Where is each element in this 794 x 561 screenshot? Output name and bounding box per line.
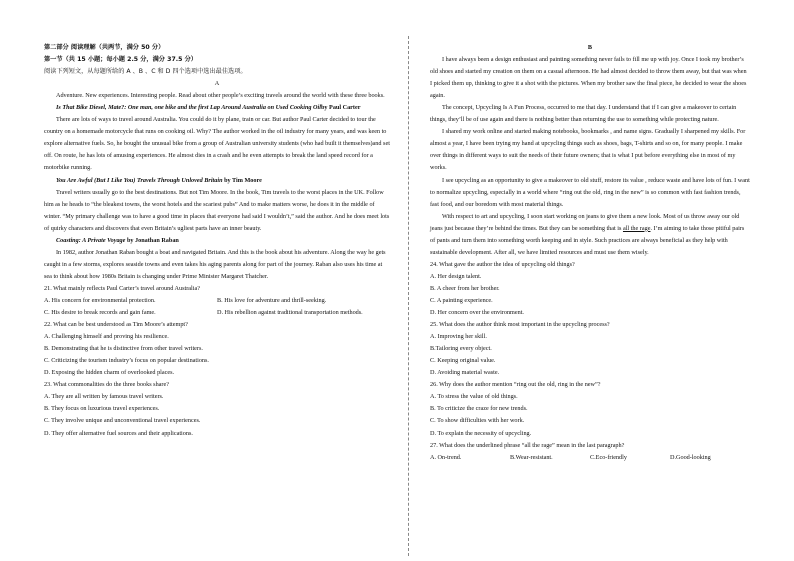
book1-heading xyxy=(44,102,390,114)
book3-heading xyxy=(44,235,390,247)
q25-option-d[interactable]: D. Avoiding material waste. xyxy=(430,369,500,377)
q21-option-c[interactable]: C. His desire to break records and gain fame. xyxy=(44,309,156,317)
right-column xyxy=(430,42,750,464)
q24-option-b[interactable]: B. A cheer from her brother. xyxy=(430,284,500,292)
q21-options-cd xyxy=(44,307,390,319)
q25-option-c[interactable]: C. Keeping original value. xyxy=(430,357,496,365)
q22-option-b[interactable]: B. Demonstrating that he is distinctive from other travel writers. xyxy=(44,345,203,353)
passage-a-intro: Adventure. New experiences. Interesting people. Read about other people’s exciting travels around the world with these three books. xyxy=(56,92,385,100)
q25-option-a[interactable]: A. Improving her skill. xyxy=(430,333,487,341)
q24-option-d[interactable]: D. Her concern over the environment. xyxy=(430,309,524,317)
book1-text: There are lots of ways to travel around Australia. You could do it by plane, train or car. But author Paul Carter decided to tour the country on a homemade motorcycle that runs on cooking oil. Why? The author worked in the oil industry for many years, and was keen to explore alternative fuels. So, he bought the unusual bike from a group of Australian university students (who had built it themselves)and set off. On route, he has lots of amusing experiences. He almost dies in a crash and he even attempts to break the land speed record for a motorbike running. xyxy=(44,116,390,172)
question-21: 21. What mainly reflects Paul Carter’s travel around Australia? xyxy=(44,284,200,292)
question-24: 24. What gave the author the idea of upcycling old things? xyxy=(430,260,575,268)
question-22: 22. What can be best understood as Tim Moore’s attempt? xyxy=(44,321,188,329)
q23-option-b[interactable]: B. They focus on luxurious travel experiences. xyxy=(44,405,160,413)
subsection-title: 第一节（共 15 小题；每小题 2.5 分，满分 37.5 分） xyxy=(44,56,197,64)
question-25: 25. What does the author think most important in the upcycling process? xyxy=(430,321,610,329)
q27-option-a[interactable]: A. On-trend. xyxy=(430,453,462,461)
book2-text: Travel writers usually go to the best destinations. But not Tim Moore. In the book, Tim travels to the worst places in the UK. Follow him as he heads to “the bleakest towns, the worst hotels and the scariest pubs” And to make matters worse, he does it in the middle of winter. “My primary challenge was to have a good time in places that everyone had said I wouldn’t,” said the author. And he does meet lots of quirky characters and discovers that even Britain’s ugliest parts have an inner beauty. xyxy=(44,188,390,232)
underlined-phrase: all the rage xyxy=(622,224,651,232)
q27-option-c[interactable]: C.Eco-friendly xyxy=(590,453,627,461)
q21-option-a[interactable]: A. His concern for environmental protection. xyxy=(44,296,156,304)
book2-title: You Are Awful (But I Like You) Travels Through Unloved Britain xyxy=(56,176,223,184)
book2-author: by Tim Moore xyxy=(224,176,262,184)
passage-b-letter: B xyxy=(587,44,593,51)
left-column xyxy=(44,42,390,440)
q24-option-c[interactable]: C. A painting experience. xyxy=(430,296,493,304)
q22-option-c[interactable]: C. Criticizing the tourism industry’s focus on popular destinations. xyxy=(44,357,209,365)
q26-option-c[interactable]: C. To show difficulties with her work. xyxy=(430,417,525,425)
passage-b-p1: I have always been a design enthusiast and painting something never fails to fill me up with joy. Once I took my brother’s old shoes and started my creation on them on a casual afternoon. He had almost decided to throw them away, but that was when I picked them up, thinking to give it a shot with the pictures. When my brother saw the final piece, he decided to wear the shoes again. xyxy=(430,56,747,100)
section-title: 第二部分 阅读理解（共两节，满分 50 分） xyxy=(44,44,165,51)
instructions: 阅读下列短文，从每题所给的 A 、B 、C 和 D 四个选项中选出最佳选项。 xyxy=(44,68,247,76)
passage-a-letter: A xyxy=(214,80,220,88)
passage-b-p3: I shared my work online and started making notebooks, bookmarks , and name signs. Gradually I sharpened my skills. For almost a year, I have been trying my hand at upcycling things such as shoes, bags, T-shirts and so on, for many people. I make over things in different ways to suit the needs of their future owners; that is what I put before everything else in most of my works. xyxy=(430,128,746,172)
q21-options-ab xyxy=(44,295,390,307)
question-23: 23. What commonalities do the three books share? xyxy=(44,381,169,389)
column-divider xyxy=(408,36,409,556)
q27-options xyxy=(430,452,750,464)
q26-option-d[interactable]: D. To explain the necessity of upcycling. xyxy=(430,429,532,437)
q26-option-a[interactable]: A. To stress the value of old things. xyxy=(430,393,518,401)
q26-option-b[interactable]: B. To criticize the craze for new trends. xyxy=(430,405,528,413)
q22-option-a[interactable]: A. Challenging himself and proving his resilience. xyxy=(44,333,169,341)
q21-option-d[interactable]: D. His rebellion against traditional transportation methods. xyxy=(217,309,363,317)
question-26: 26. Why does the author mention “ring out the old, ring in the new”? xyxy=(430,381,601,389)
q23-option-c[interactable]: C. They involve unique and unconventional travel experiences. xyxy=(44,417,201,425)
p5-part-a: With respect to art and upcycling, I soon start working on jeans to give them a new look. Most of us throw away our old jeans just because they’re behind the times. But they can be something that is xyxy=(430,212,740,232)
passage-b-p4: I see upcycling as an opportunity to give a makeover to old stuff, restore its value , reduce waste and have lots of fun. I want to normalize upcycling, especially in a world where “ring out the old, ring in the new” is so common with fast fashion trends, fast food, and our boredom with most material things. xyxy=(430,176,750,208)
book3-author: by Jonathan Raban xyxy=(126,236,179,244)
book3-text: In 1982, author Jonathan Raban bought a boat and navigated Britain. And this is the book about his adventure. Along the way he gets caught in a few storms, explores seaside towns and even takes his aging parents along for part of the journey. Raban also uses his time at sea to think about how 1980s Britain is changing under Prime Minister Margaret Thatcher. xyxy=(44,248,386,280)
q22-option-d[interactable]: D. Exposing the hidden charm of overlooked places. xyxy=(44,369,175,377)
p5-part-b: . I’m aiming to take those pitiful pairs of pants and turn them into something worth keeping and in style. Such practices are always beneficial as they help with sustainable development. After all, we have limited resources and must use them wisely. xyxy=(430,224,745,256)
book2-heading xyxy=(44,175,390,187)
book1-title: Is That Bike Diesel, Mate?: One man, one bike and the first Lap Around Australia on Used Cooking Oil xyxy=(56,104,321,112)
q25-option-b[interactable]: B.Tailoring every object. xyxy=(430,345,492,353)
q27-option-d[interactable]: D.Good-looking xyxy=(670,453,711,461)
book3-title: Coasting: A Private Voyage xyxy=(56,236,126,244)
passage-b-p2: The concept, Upcycling Is A Fun Process, occurred to me that day. I understand that if I can give a makeover to certain things, they’ll be of use again and there is nothing better than returning the use to something while protecting nature. xyxy=(430,104,737,124)
q23-option-a[interactable]: A. They are all written by famous travel writers. xyxy=(44,393,164,401)
question-27: 27. What does the underlined phrase “all the rage” mean in the last paragraph? xyxy=(430,441,625,449)
q21-option-b[interactable]: B. His love for adventure and thrill-seeking. xyxy=(217,296,327,304)
q23-option-d[interactable]: D. They offer alternative fuel sources and their applications. xyxy=(44,429,193,437)
passage-b-p5 xyxy=(430,211,750,259)
q24-option-a[interactable]: A. Her design talent. xyxy=(430,272,482,280)
book1-author: by Paul Carter xyxy=(320,104,361,112)
q27-option-b[interactable]: B.Wear-resistant. xyxy=(510,453,553,461)
